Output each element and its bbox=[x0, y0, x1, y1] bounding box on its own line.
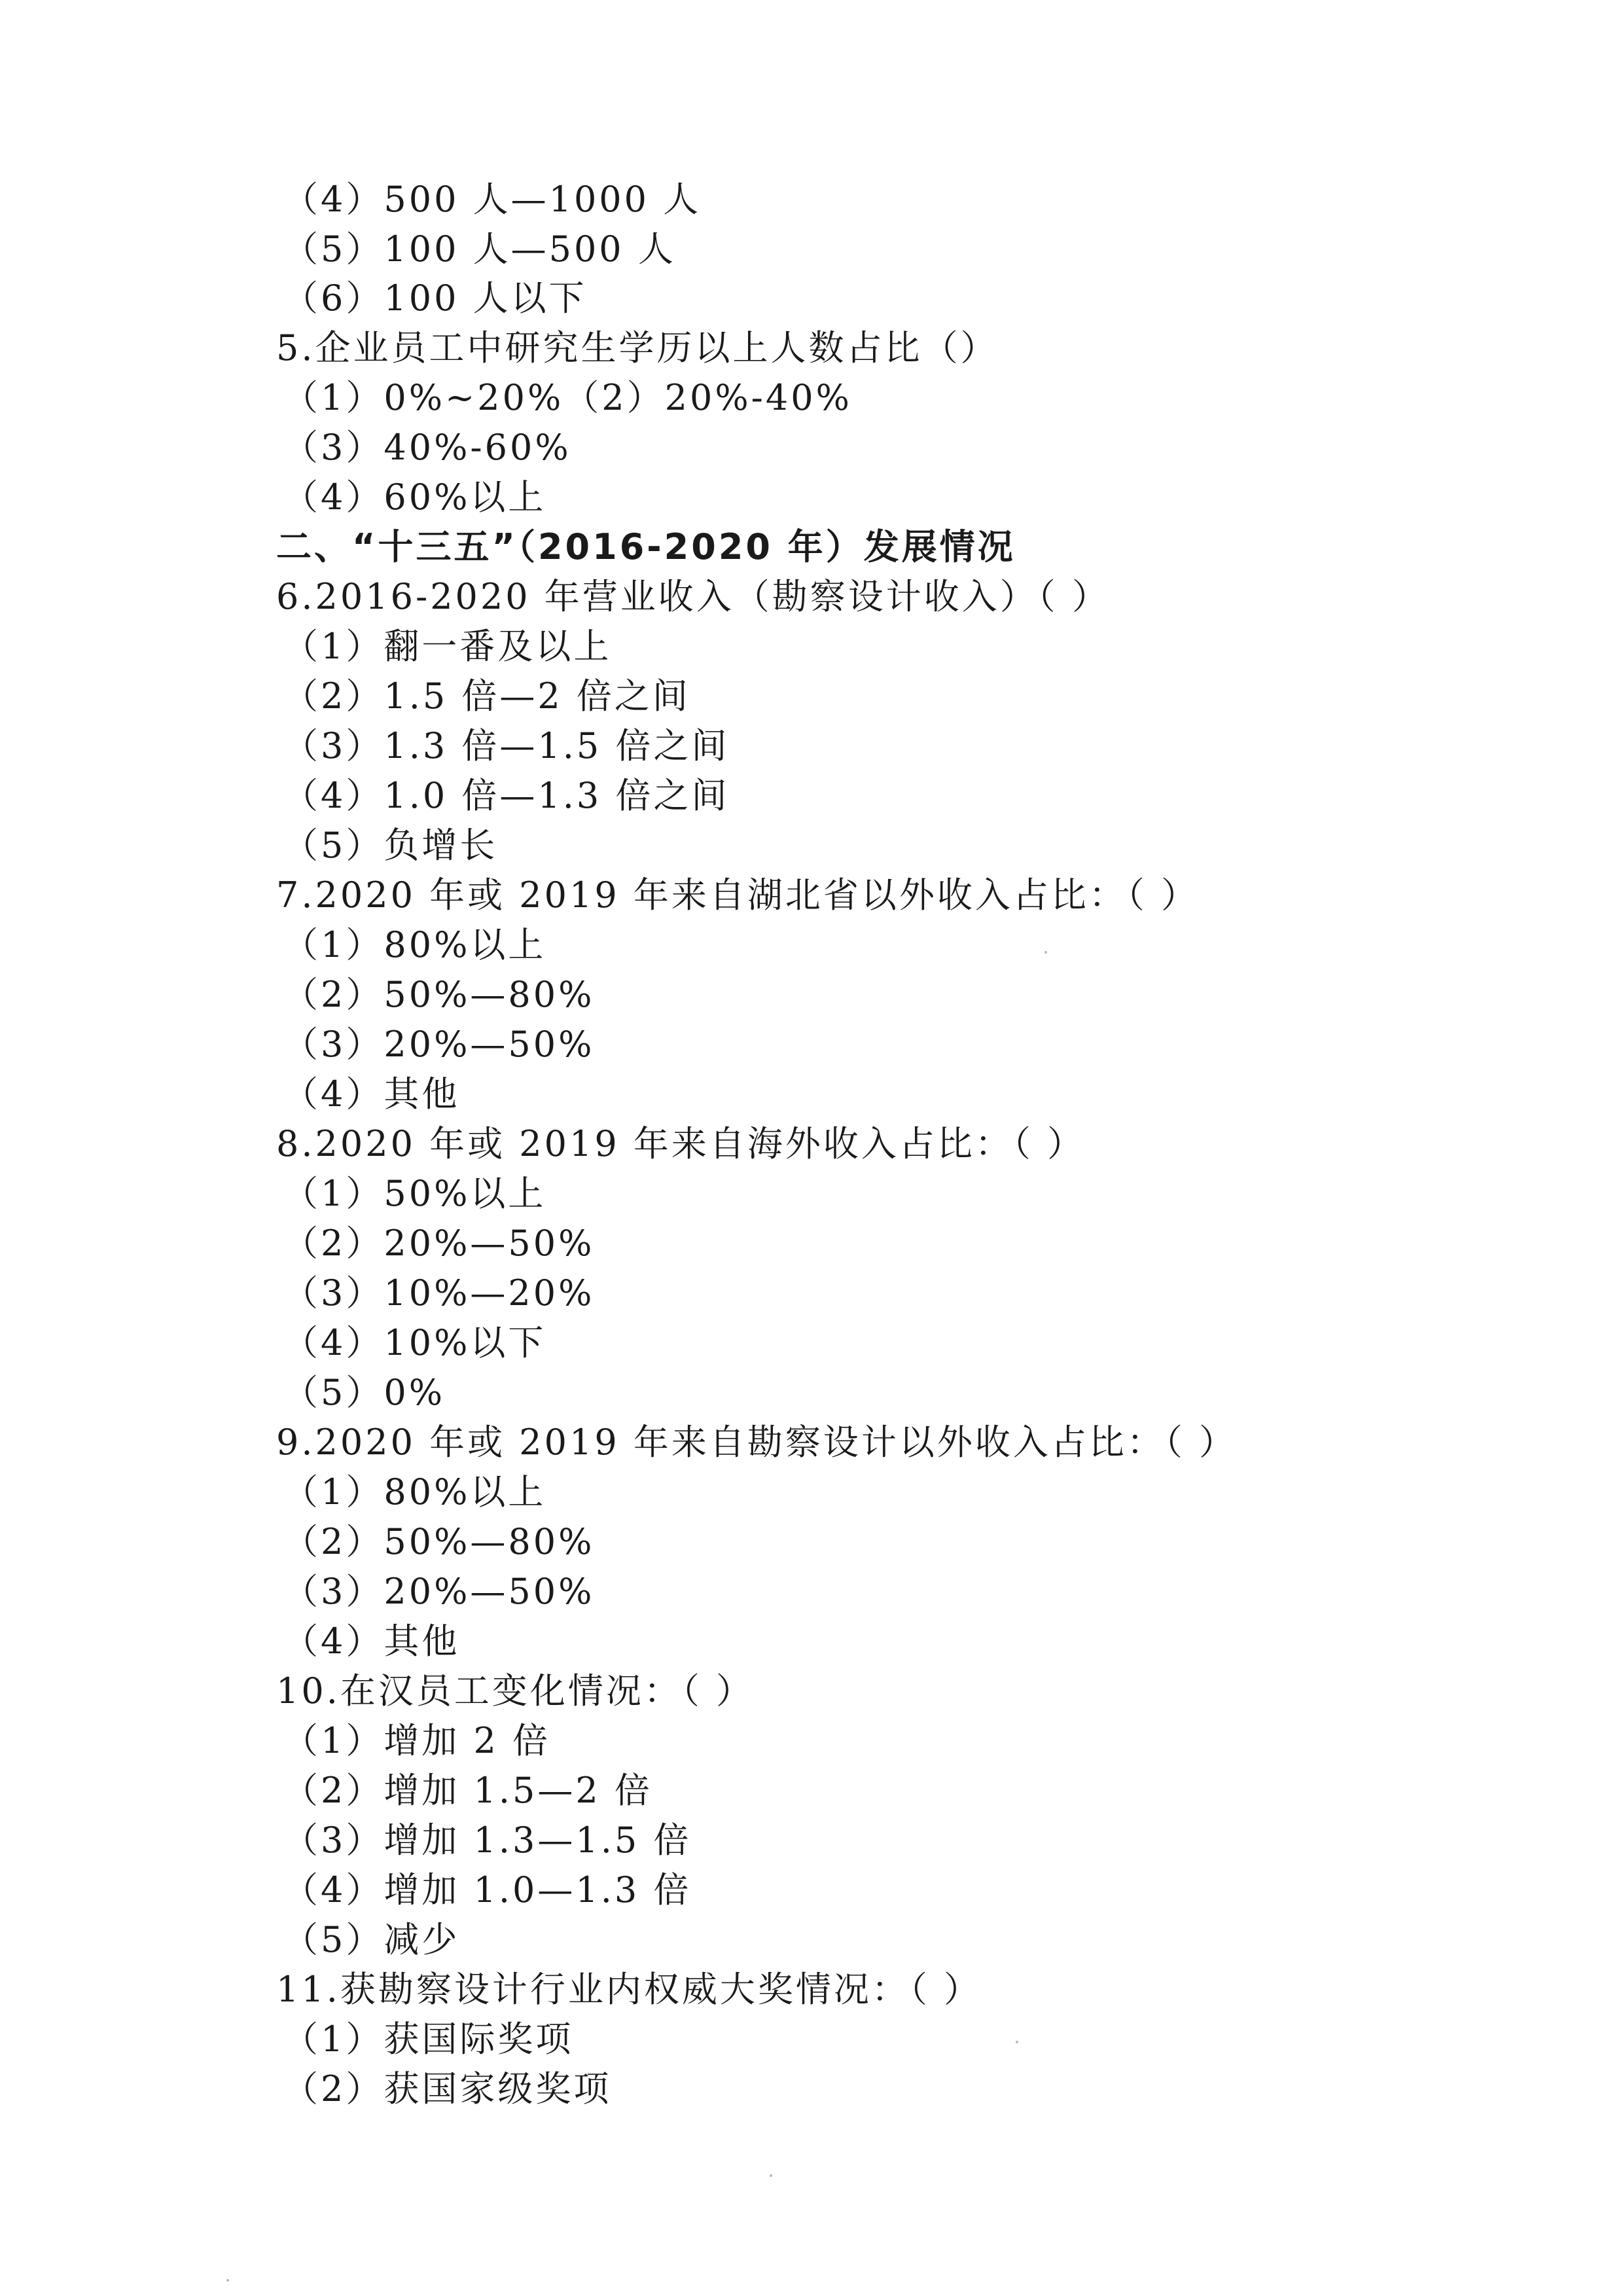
option-line: （3）20%—50% bbox=[283, 1571, 595, 1612]
option-line: （4）60%以上 bbox=[283, 476, 546, 518]
option-line: （1）50%以上 bbox=[283, 1173, 546, 1214]
section-heading: 二、“十三五”（2016-2020 年）发展情况 bbox=[276, 526, 1016, 567]
option-line: （1）80%以上 bbox=[283, 924, 546, 965]
option-line: （1）翻一番及以上 bbox=[283, 626, 612, 667]
option-line: （4）其他 bbox=[283, 1621, 460, 1662]
option-line: （4）1.0 倍—1.3 倍之间 bbox=[283, 775, 730, 816]
option-line: （4）10%以下 bbox=[283, 1322, 546, 1363]
option-line: （5）负增长 bbox=[283, 825, 498, 866]
scan-speck bbox=[770, 2174, 772, 2177]
option-line: （2）1.5 倍—2 倍之间 bbox=[283, 675, 690, 717]
question-line: 11.获勘察设计行业内权威大奖情况：（ ） bbox=[276, 1969, 982, 2010]
option-line: （1）80%以上 bbox=[283, 1471, 546, 1513]
option-line: （3）10%—20% bbox=[283, 1272, 595, 1314]
option-line: （2）获国家级奖项 bbox=[283, 2068, 612, 2109]
question-line: 7.2020 年或 2019 年来自湖北省以外收入占比：（ ） bbox=[276, 874, 1200, 916]
option-line: （4）500 人—1000 人 bbox=[283, 179, 702, 220]
option-line: （1）0%~20%（2）20%-40% bbox=[283, 377, 852, 418]
option-line: （5）0% bbox=[283, 1372, 446, 1413]
option-line: （4）增加 1.0—1.3 倍 bbox=[283, 1869, 692, 1910]
option-line: （2）50%—80% bbox=[283, 974, 595, 1015]
option-line: （6）100 人以下 bbox=[283, 278, 587, 319]
question-line: 10.在汉员工变化情况：（ ） bbox=[276, 1670, 755, 1712]
question-line: 8.2020 年或 2019 年来自海外收入占比：（ ） bbox=[276, 1123, 1086, 1164]
scan-speck bbox=[1044, 951, 1047, 954]
option-line: （3）40%-60% bbox=[283, 427, 571, 468]
option-line: （3）增加 1.3—1.5 倍 bbox=[283, 1820, 692, 1861]
option-line: （2）20%—50% bbox=[283, 1223, 595, 1264]
question-line: 9.2020 年或 2019 年来自勘察设计以外收入占比：（ ） bbox=[276, 1422, 1238, 1463]
option-line: （1）获国际奖项 bbox=[283, 2018, 574, 2060]
question-line: 5.企业员工中研究生学历以上人数占比（） bbox=[276, 327, 999, 368]
option-line: （5）减少 bbox=[283, 1919, 460, 1960]
option-line: （3）1.3 倍—1.5 倍之间 bbox=[283, 725, 730, 766]
question-line: 6.2016-2020 年营业收入（勘察设计收入）（ ） bbox=[276, 576, 1110, 617]
option-line: （2）50%—80% bbox=[283, 1521, 595, 1562]
option-line: （3）20%—50% bbox=[283, 1024, 595, 1065]
option-line: （5）100 人—500 人 bbox=[283, 228, 676, 270]
option-line: （4）其他 bbox=[283, 1073, 460, 1115]
scan-speck bbox=[226, 2279, 229, 2282]
scan-speck bbox=[1016, 2041, 1018, 2043]
option-line: （2）增加 1.5—2 倍 bbox=[283, 1770, 652, 1811]
option-line: （1）增加 2 倍 bbox=[283, 1720, 551, 1761]
